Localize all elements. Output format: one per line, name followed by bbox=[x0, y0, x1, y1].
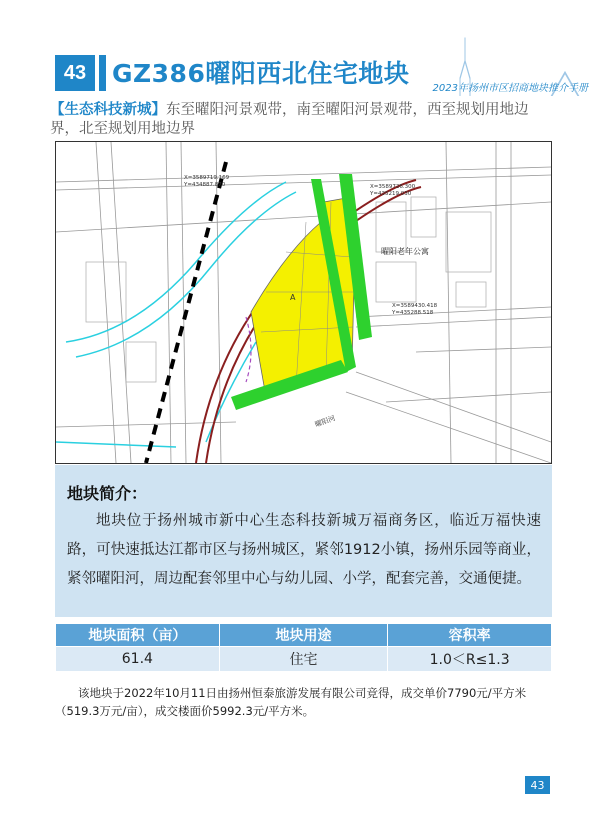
page-header bbox=[0, 0, 600, 100]
page-title: GZ386曜阳西北住宅地块 bbox=[112, 59, 410, 88]
boundary-description bbox=[50, 101, 555, 139]
intro-title: 地块简介： bbox=[67, 484, 148, 503]
header-far: 容积率 bbox=[388, 624, 552, 647]
section-number-badge: 43 bbox=[55, 55, 95, 91]
transaction-note: 该地块于2022年10月11日由扬州恒泰旅游发展有限公司竞得，成交单价7790元/平方米（519.3万元/亩），成交楼面价5992.3元/平方米。 bbox=[55, 686, 527, 718]
intro-body: 地块位于扬州城市新中心生态科技新城万福商务区，临近万福快速路，可快速抵达江都市区与扬州城区，紧邻1912小镇，扬州乐园等商业，紧邻曜阳河，周边配套邻里中心与幼儿园、小学，配套完善，交通便捷。 bbox=[67, 513, 541, 587]
coord-label-1: X=3589719.169 Y=434887.870 bbox=[184, 175, 230, 188]
header-usage: 地块用途 bbox=[219, 624, 388, 647]
district-tag: 【生态科技新城】 bbox=[50, 102, 166, 118]
coord-label-2: X=3589726.300 Y=435219.030 bbox=[370, 184, 416, 197]
plot-intro-box bbox=[55, 465, 552, 617]
coord-label-3: X=3589430.418 Y=435288.518 bbox=[392, 303, 438, 316]
table-row bbox=[56, 647, 552, 672]
manual-title: 2023年扬州市区招商地块推介手册 bbox=[432, 83, 588, 94]
page-number: 43 bbox=[525, 776, 550, 794]
title-accent-bar bbox=[99, 55, 106, 91]
site-map-drawing bbox=[56, 142, 551, 463]
river-label: 曜阳河 bbox=[313, 414, 337, 429]
boundary-text: 东至曜阳河景观带，南至曜阳河景观带，西至规划用地边界，北至规划用地边界 bbox=[50, 102, 529, 137]
header-area: 地块面积（亩） bbox=[56, 624, 220, 647]
cell-usage: 住宅 bbox=[219, 647, 388, 672]
plot-label: A bbox=[290, 293, 296, 302]
site-map bbox=[55, 141, 552, 464]
cell-area: 61.4 bbox=[56, 647, 220, 672]
plot-info-table bbox=[55, 623, 552, 672]
cell-far: 1.0＜R≤1.3 bbox=[388, 647, 552, 672]
building-label: 曜阳老年公寓 bbox=[381, 247, 429, 256]
table-header-row bbox=[56, 624, 552, 647]
